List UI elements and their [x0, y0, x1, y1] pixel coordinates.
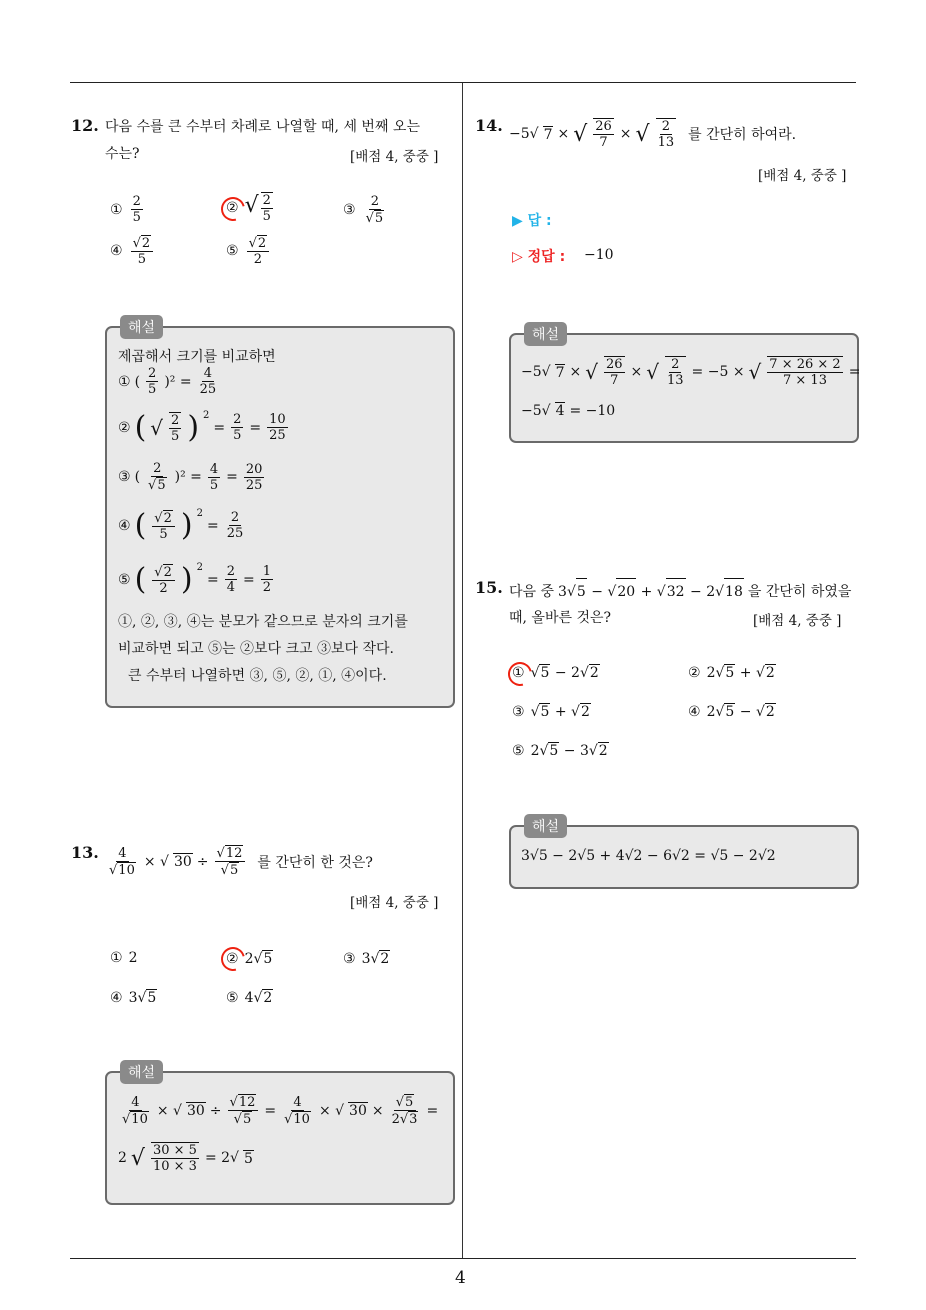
- q13-expl-line2: 2 √ $\frac{30 \times 5}{10 \times 3}$ = 2√ 5: [118, 1143, 253, 1174]
- q12-explanation-label: 해설: [120, 315, 163, 339]
- q15-option-5-mark: ⑤: [512, 742, 525, 759]
- q12-expl-line1: ① ( $\frac{2}{5}$ )² = $\frac{4}{25}$: [118, 366, 217, 397]
- q15-option-3[interactable]: [512, 703, 591, 720]
- q15-text-suffix: 을 간단히 하였을: [747, 583, 852, 600]
- q13-number: 13.: [71, 843, 99, 862]
- q15-option-3-value: √5 + √2: [530, 704, 590, 720]
- q12-option-3-mark: ③: [343, 202, 356, 218]
- q13-option-3-value: 3√2: [361, 951, 390, 967]
- q12-option-4[interactable]: [110, 235, 155, 267]
- q12-expl-line2: ② ( √ $\frac{2}{5}$ ) $^2$ = $\frac{2}{5}$ = $\frac{10}{25}$: [118, 410, 286, 445]
- q12-expl-p2: 비교하면 되고 ⑤는 ②보다 크고 ③보다 작다.: [118, 641, 395, 657]
- q13-text-suffix: 를 간단히 한 것은?: [257, 854, 373, 871]
- q14-answer-label: ▶ 답 :: [512, 213, 552, 229]
- q12-expl-intro: 제곱해서 크기를 비교하면: [118, 349, 276, 365]
- q13-option-2-mark: ②: [226, 950, 239, 967]
- q14-correct-value: −10: [584, 247, 614, 263]
- q14-score: [배점 4, 중중 ]: [758, 168, 847, 184]
- q12-option-5[interactable]: [226, 235, 271, 267]
- q13-option-4-value: 3√5: [128, 990, 157, 1006]
- q12-expl-p1: ①, ②, ③, ④는 분모가 같으므로 분자의 크기를: [118, 614, 408, 630]
- q13-option-4[interactable]: [110, 989, 157, 1006]
- q13-option-5-mark: ⑤: [226, 989, 239, 1006]
- q12-option-5-mark: ⑤: [226, 243, 239, 259]
- q15-selected-check-mark: [504, 658, 537, 691]
- q15-option-5-value: 2√5 − 3√2: [530, 743, 608, 759]
- q12-expl-p3: 큰 수부터 나열하면 ③, ⑤, ②, ①, ④이다.: [128, 668, 387, 684]
- q15-option-2[interactable]: [688, 664, 776, 681]
- q12-option-4-value: $\frac{√2}{5}$: [131, 235, 154, 267]
- q12-text-line1: 다음 수를 큰 수부터 차례로 나열할 때, 세 번째 오는: [105, 119, 420, 135]
- q14-correct-label: ▷ 정답 :: [512, 249, 566, 265]
- q14-explanation-box: [509, 333, 859, 443]
- q12-option-1-value: $\frac{2}{5}$: [132, 194, 141, 225]
- q15-text-line1: 다음 중 3√5 − √20 + √32 − 2√18 을 간단히 하였을: [509, 578, 851, 605]
- q14-expl-line2: −5√ 4 = −10: [521, 402, 616, 419]
- q15-option-3-mark: ③: [512, 703, 525, 720]
- q13-option-5-value: 4√2: [244, 990, 273, 1006]
- q12-expl-line4: ④ ( $\frac{√2}{5}$ ) $^2$ = $\frac{2}{25}$: [118, 508, 244, 543]
- q12-option-1[interactable]: [110, 194, 145, 225]
- bottom-rule: [70, 1258, 856, 1259]
- q12-expl-line5: ⑤ ( $\frac{√2}{2}$ ) $^2$ = $\frac{2}{4}$ = $\frac{1}{2}$: [118, 562, 271, 597]
- q14-expression: −5√ 7 × √ $\frac{26}{7}$ × √ $\frac{2}{13}$ 를 간단히 하여라.: [509, 119, 797, 150]
- q13-expression: $\frac{4}{√10}$ × √ 30 ÷ $\frac{√12}{√5}$ 를 간단히 한 것은?: [109, 845, 373, 878]
- q12-option-3[interactable]: [343, 194, 388, 226]
- q12-text-line2: 수는?: [105, 146, 140, 162]
- q15-explanation-label: 해설: [524, 814, 567, 838]
- q12-number: 12.: [71, 116, 99, 135]
- q13-explanation-box: [105, 1071, 455, 1205]
- q13-selected-check-mark: [217, 943, 250, 976]
- page-number: 4: [455, 1268, 466, 1288]
- q15-option-4-value: 2√5 − √2: [706, 704, 775, 720]
- q15-option-1-value: √5 − 2√2: [530, 665, 599, 681]
- top-rule: [70, 82, 856, 83]
- column-divider: [462, 83, 463, 1259]
- q12-option-4-mark: ④: [110, 243, 123, 259]
- q13-option-1-mark: ①: [110, 950, 123, 966]
- q12-option-2-mark: ②: [226, 200, 239, 216]
- q15-option-2-mark: ②: [688, 664, 701, 681]
- q13-expl-line1: $\frac{4}{√10}$ × √ 30 ÷ $\frac{√12}{√5}$ = $\frac{4}{√10}$ × √ 30 × $\frac{√5}{2√3}$ =: [122, 1094, 439, 1127]
- q15-option-4[interactable]: [688, 703, 776, 720]
- q14-expl-line1: −5√ 7 × √ $\frac{26}{7}$ × √ $\frac{2}{13}$ = −5 × √ $\frac{7 \times 26 \times 2}{7 \times 13}$ =: [521, 357, 861, 388]
- q13-explanation-label: 해설: [120, 1060, 163, 1084]
- q12-option-3-value: $\frac{2}{√5}$: [365, 194, 384, 226]
- q15-option-4-mark: ④: [688, 703, 701, 720]
- q13-option-3[interactable]: [343, 950, 390, 967]
- q15-text-prefix: 다음 중: [509, 583, 555, 600]
- q12-option-2-value: √ $\frac{2}{5}$: [244, 193, 271, 224]
- q14-number: 14.: [475, 116, 503, 135]
- q15-number: 15.: [475, 578, 503, 597]
- q12-expl-line3: ③ ( $\frac{2}{√5}$ )² = $\frac{4}{5}$ = $\frac{20}{25}$: [118, 461, 263, 493]
- q15-text-line2: 때, 올바른 것은?: [509, 610, 612, 626]
- q13-option-4-mark: ④: [110, 989, 123, 1006]
- q13-option-5[interactable]: [226, 989, 273, 1006]
- q14-explanation-label: 해설: [524, 322, 567, 346]
- q15-explanation: 3√5 − 2√5 + 4√2 − 6√2 = √5 − 2√2: [521, 848, 776, 864]
- q15-option-2-value: 2√5 + √2: [706, 665, 775, 681]
- q13-option-1-value: 2: [128, 950, 138, 966]
- q14-text-suffix: 를 간단히 하여라.: [688, 127, 797, 143]
- q13-option-1[interactable]: [110, 950, 137, 966]
- q15-option-5[interactable]: [512, 742, 609, 759]
- q12-option-1-mark: ①: [110, 201, 123, 218]
- q12-score: [배점 4, 중중 ]: [350, 149, 439, 165]
- q13-option-2-value: 2√5: [244, 951, 273, 967]
- q15-option-1-mark: ①: [512, 664, 525, 681]
- q13-option-3-mark: ③: [343, 950, 356, 967]
- q13-score: [배점 4, 중중 ]: [350, 895, 439, 911]
- q12-option-5-value: $\frac{√2}{2}$: [247, 235, 270, 267]
- q15-score: [배점 4, 중중 ]: [753, 613, 842, 629]
